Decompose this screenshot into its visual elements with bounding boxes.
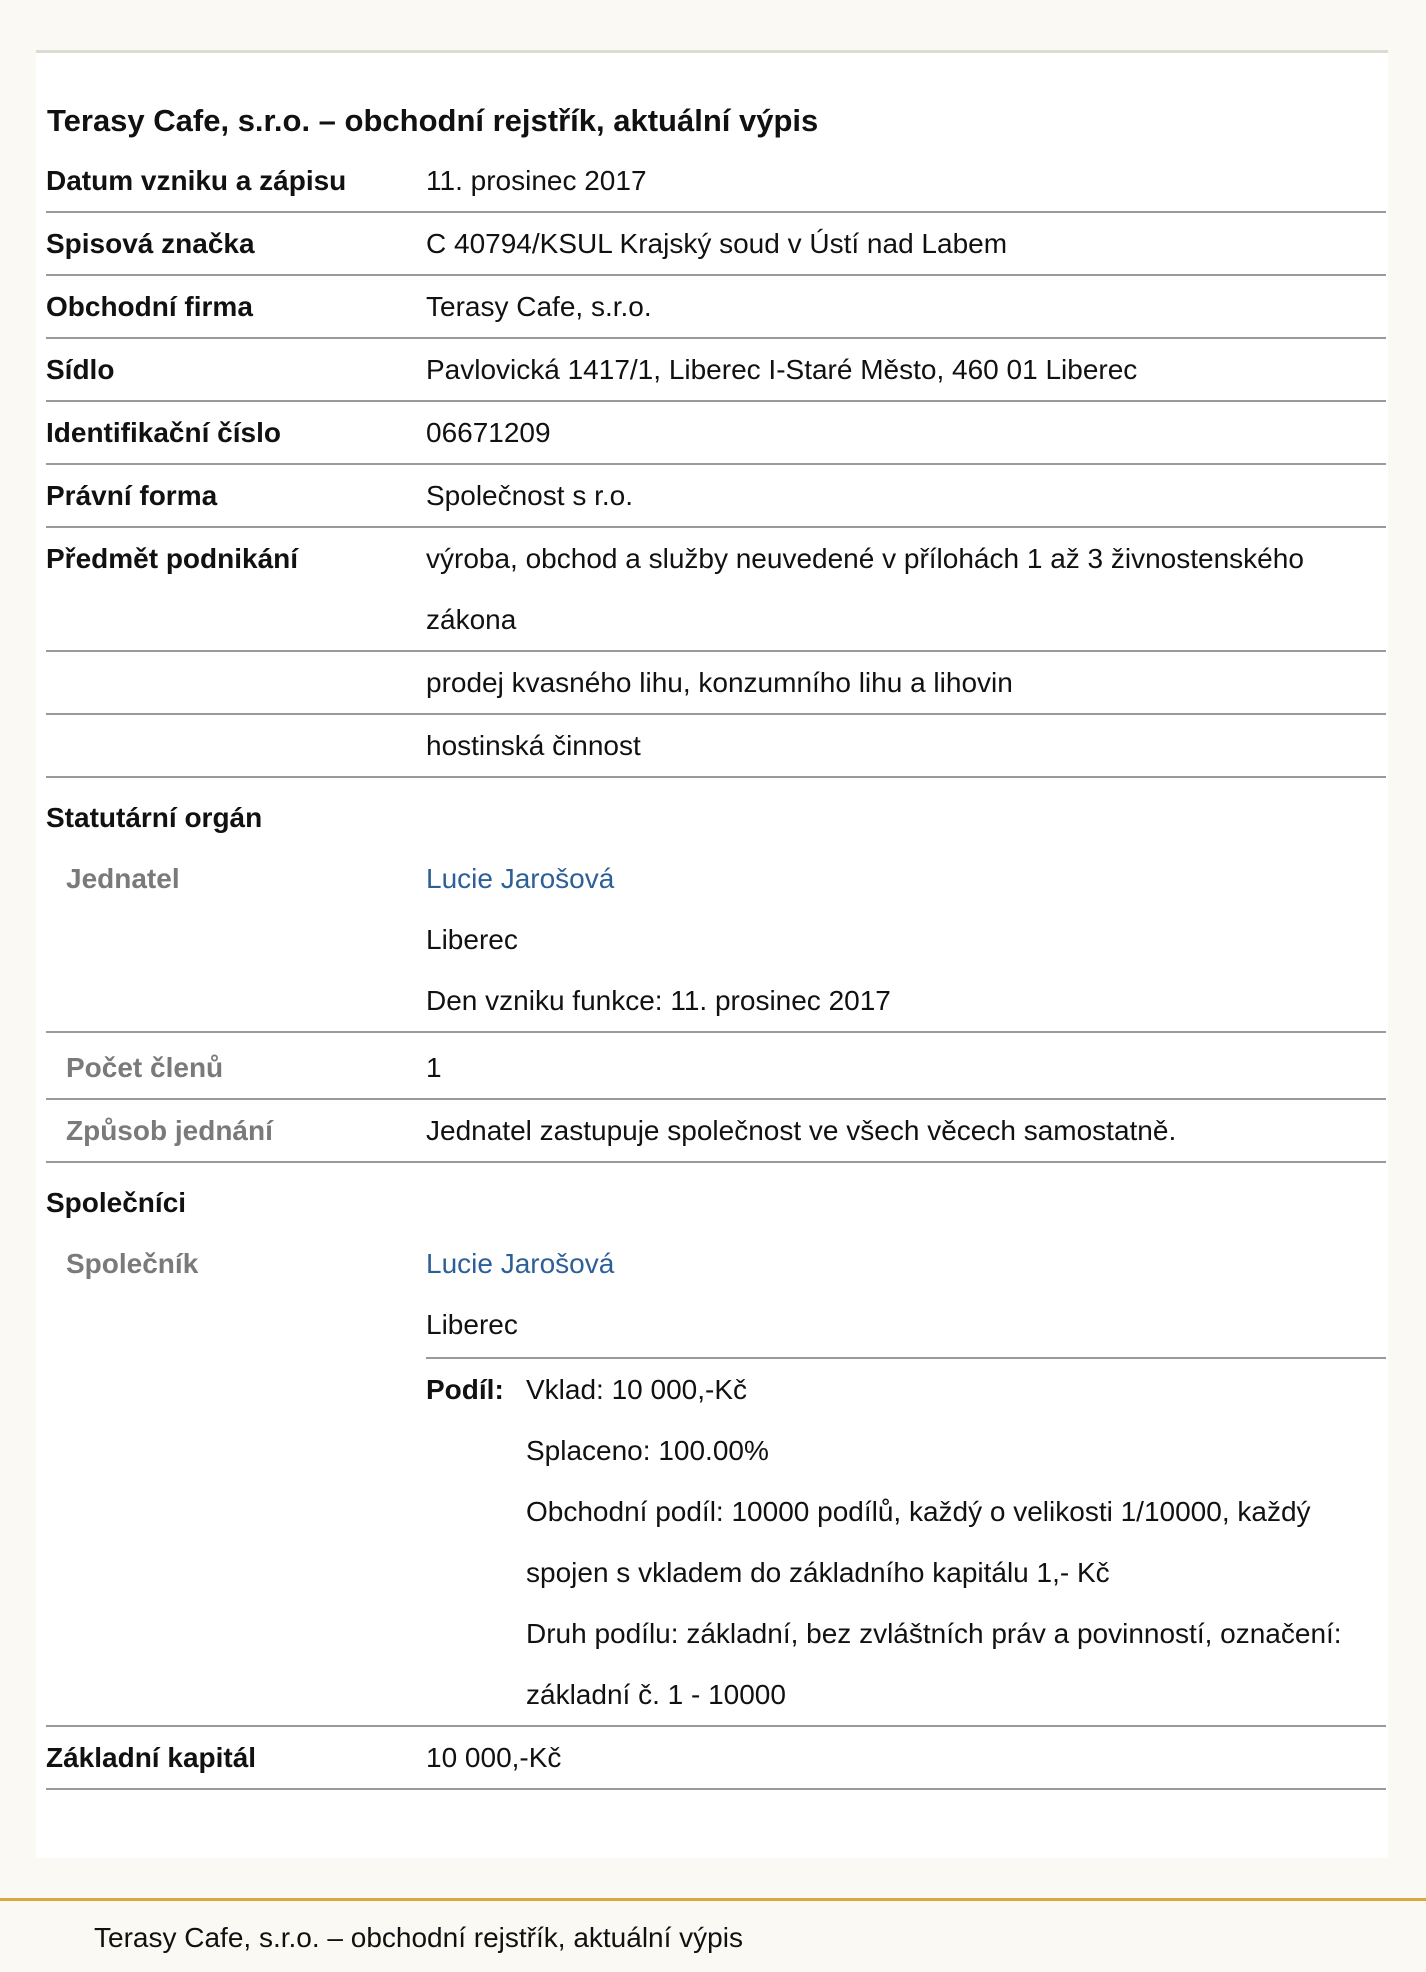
footer-divider <box>0 1898 1426 1901</box>
table-row <box>46 1099 1386 1162</box>
row-value-kapital: 10 000,-Kč <box>426 1726 1386 1789</box>
section-row <box>46 1162 1386 1233</box>
row-label-predmet: Předmět podnikání <box>46 527 426 651</box>
row-value-predmet-1: výroba, obchod a služby neuvedené v přílohách 1 až 3 živnostenského zákona <box>426 527 1386 651</box>
table-row <box>46 275 1386 338</box>
row-value-pocet: 1 <box>426 1032 1386 1099</box>
podil-obchodni: Obchodní podíl: 10000 podílů, každý o velikosti 1/10000, každý spojen s vkladem do základního kapitálu 1,- Kč <box>526 1496 1311 1588</box>
spolecnik-city: Liberec <box>426 1309 518 1340</box>
podil-block <box>426 1357 1386 1725</box>
row-value-jednatel <box>426 848 1386 1032</box>
section-row <box>46 777 1386 848</box>
row-label-empty <box>46 714 426 777</box>
table-row <box>46 651 1386 714</box>
table-row <box>46 848 1386 1032</box>
podil-druh: Druh podílu: základní, bez zvláštních práv a povinností, označení: základní č. 1 - 10000 <box>526 1618 1342 1710</box>
podil-splaceno: Splaceno: 100.00% <box>526 1435 769 1466</box>
row-label-jednatel: Jednatel <box>46 848 426 1032</box>
table-row <box>46 212 1386 275</box>
row-value-datum: 11. prosinec 2017 <box>426 150 1386 212</box>
row-value-forma: Společnost s r.o. <box>426 464 1386 527</box>
row-value-ico: 06671209 <box>426 401 1386 464</box>
row-label-empty <box>46 651 426 714</box>
row-label-spolecnik: Společník <box>46 1233 426 1726</box>
row-label-datum: Datum vzniku a zápisu <box>46 150 426 212</box>
podil-details <box>526 1359 1386 1725</box>
row-label-pocet: Počet členů <box>46 1032 426 1099</box>
register-card <box>36 50 1388 1858</box>
register-table <box>46 150 1386 1790</box>
section-heading-spolecnici: Společníci <box>46 1187 187 1218</box>
table-row <box>46 1233 1386 1726</box>
row-value-zpusob: Jednatel zastupuje společnost ve všech věcech samostatně. <box>426 1099 1386 1162</box>
table-row <box>46 527 1386 651</box>
row-value-spisova: C 40794/KSUL Krajský soud v Ústí nad Labem <box>426 212 1386 275</box>
table-row <box>46 338 1386 401</box>
jednatel-name-link[interactable]: Lucie Jarošová <box>426 863 615 894</box>
row-label-kapital: Základní kapitál <box>46 1726 426 1789</box>
podil-vklad: Vklad: 10 000,-Kč <box>526 1374 748 1405</box>
table-row <box>46 714 1386 777</box>
row-value-sidlo: Pavlovická 1417/1, Liberec I-Staré Město, 460 01 Liberec <box>426 338 1386 401</box>
row-label-spisova: Spisová značka <box>46 212 426 275</box>
jednatel-city: Liberec <box>426 924 518 955</box>
row-value-predmet-3: hostinská činnost <box>426 714 1386 777</box>
row-label-sidlo: Sídlo <box>46 338 426 401</box>
row-value-spolecnik <box>426 1233 1386 1726</box>
page-title: Terasy Cafe, s.r.o. – obchodní rejstřík, aktuální výpis <box>47 103 819 138</box>
table-row <box>46 1032 1386 1099</box>
row-value-firma: Terasy Cafe, s.r.o. <box>426 275 1386 338</box>
table-row <box>46 401 1386 464</box>
table-row <box>46 150 1386 212</box>
row-value-predmet-2: prodej kvasného lihu, konzumního lihu a lihovin <box>426 651 1386 714</box>
row-label-forma: Právní forma <box>46 464 426 527</box>
spolecnik-name-link[interactable]: Lucie Jarošová <box>426 1248 615 1279</box>
row-label-zpusob: Způsob jednání <box>46 1099 426 1162</box>
table-row <box>46 464 1386 527</box>
row-label-ico: Identifikační číslo <box>46 401 426 464</box>
podil-label: Podíl: <box>426 1374 504 1405</box>
jednatel-since: Den vzniku funkce: 11. prosinec 2017 <box>426 985 891 1016</box>
section-heading-statutarni: Statutární orgán <box>46 802 263 833</box>
table-row <box>46 1726 1386 1789</box>
footer-title: Terasy Cafe, s.r.o. – obchodní rejstřík, aktuální výpis <box>94 1922 743 1953</box>
row-label-firma: Obchodní firma <box>46 275 426 338</box>
